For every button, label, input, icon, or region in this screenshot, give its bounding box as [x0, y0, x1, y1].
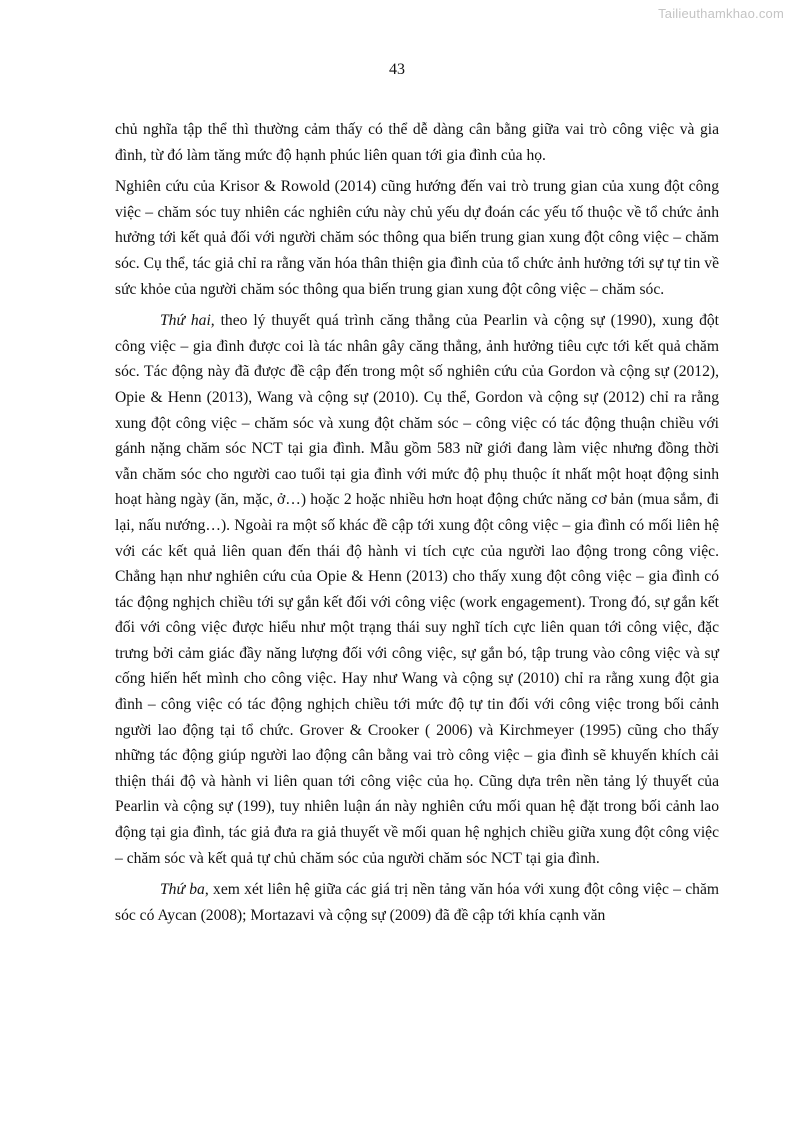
- watermark-text: Tailieuthamkhao.com: [658, 6, 784, 21]
- paragraph-1-text: chủ nghĩa tập thể thì thường cảm thấy có thể dễ dàng cân bằng giữa vai trò công việc và gia đình, từ đó làm tăng mức độ hạnh phúc liên quan tới gia đình của họ.: [115, 121, 719, 164]
- paragraph-2-text: Nghiên cứu của Krisor & Rowold (2014) cũng hướng đến vai trò trung gian của xung đột công việc – chăm sóc tuy nhiên các nghiên cứu này chủ yếu dự đoán các yếu tố thuộc về tổ chức ảnh hưởng tới kết quả đối với người chăm sóc thông qua biến trung gian xung đột công việc – chăm sóc. Cụ thể, tác giả chỉ ra rằng văn hóa thân thiện gia đình của tổ chức ảnh hưởng tới sự tự tin về sức khỏe của người chăm sóc thông qua biến trung gian xung đột công việc – chăm sóc.: [115, 178, 719, 298]
- paragraph-4-lead: Thứ ba: [160, 881, 205, 899]
- paragraph-3: [115, 308, 719, 871]
- paragraph-4: [115, 877, 719, 928]
- document-body: [115, 117, 719, 928]
- paragraph-2: [115, 174, 719, 302]
- paragraph-4-text: , xem xét liên hệ giữa các giá trị nền tảng văn hóa với xung đột công việc – chăm sóc có Aycan (2008); Mortazavi và cộng sự (2009) đã đề cập tới khía cạnh văn: [115, 881, 720, 924]
- paragraph-3-lead: Thứ hai,: [160, 312, 215, 330]
- paragraph-1: [115, 117, 719, 168]
- paragraph-3-text: theo lý thuyết quá trình căng thẳng của Pearlin và cộng sự (1990), xung đột công việc – gia đình được coi là tác nhân gây căng thẳng, ảnh hưởng tiêu cực tới kết quả chăm sóc. Tác động này đã được đề cập đến trong một số nghiên cứu của Gordon và cộng sự (2012), Opie & Henn (2013), Wang và cộng sự (2010). Cụ thể, Gordon và cộng sự (2012) chỉ ra rằng xung đột công việc – chăm sóc và xung đột chăm sóc – công việc có tác động thuận chiều với gánh nặng chăm sóc NCT tại gia đình. Mẫu gồm 583 nữ giới đang làm việc nhưng đồng thời vẫn chăm sóc cho người cao tuổi tại gia đình với mức độ phụ thuộc ít nhất một hoạt động sinh hoạt hàng ngày (ăn, mặc, ở…) hoặc 2 hoặc nhiều hơn hoạt động chức năng cơ bản (mua sắm, đi lại, nấu nướng…). Ngoài ra một số khác đề cập tới xung đột công việc – gia đình có mối liên hệ với các kết quả liên quan đến thái độ hành vi tích cực của người lao động trong công việc. Chẳng hạn như nghiên cứu của Opie & Henn (2013) cho thấy xung đột công việc – gia đình có tác động nghịch chiều tới sự gắn kết đối với công việc (work engagement). Trong đó, sự gắn kết đối với công việc được hiểu như một trạng thái suy nghĩ tích cực liên quan tới công việc, đặc trưng bởi cảm giác đầy năng lượng đối với công việc, sự gắn bó, tập trung vào công việc và sự cống hiến hết mình cho công việc. Hay như Wang và cộng sự (2010) chỉ ra rằng xung đột gia đình – công việc có tác động nghịch chiều tới mức độ tự tin đối với công việc trong bối cảnh người lao động tại tổ chức. Grover & Crooker ( 2006) và Kirchmeyer (1995) cũng cho thấy những tác động giúp người lao động cân bằng vai trò công việc – gia đình sẽ khuyến khích cải thiện thái độ và hành vi liên quan tới công việc của họ. Cũng dựa trên nền tảng lý thuyết của Pearlin và cộng sự (199), tuy nhiên luận án này nghiên cứu mối quan hệ đặt trong bối cảnh lao động tại gia đình, tác giả đưa ra giả thuyết về mối quan hệ nghịch chiều giữa xung đột công việc – chăm sóc và kết quả tự chủ chăm sóc của người chăm sóc NCT tại gia đình.: [115, 312, 720, 867]
- page-number: 43: [389, 61, 405, 78]
